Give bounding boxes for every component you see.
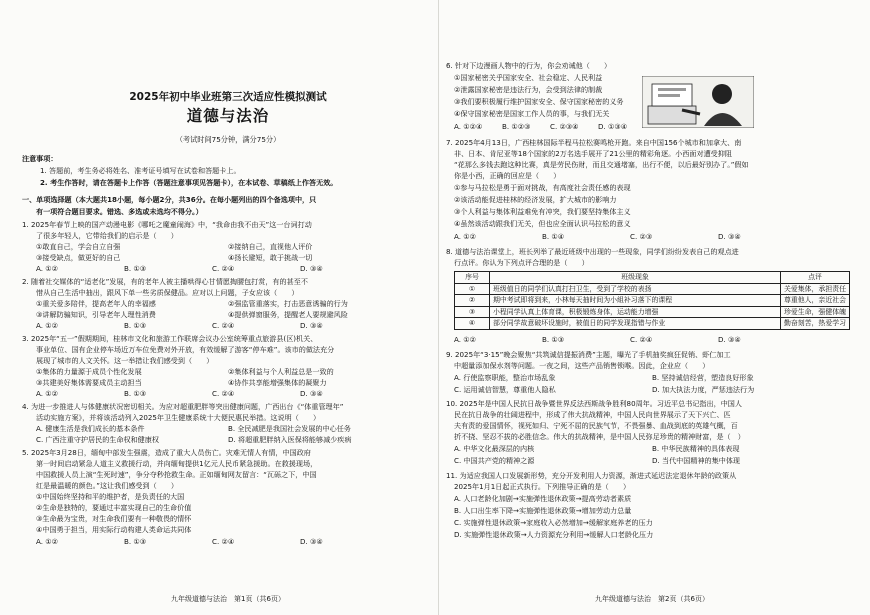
q3-stmt-1: ①集体的力量源于成员个性化发展 xyxy=(36,367,142,376)
q9-option-d[interactable]: D. 加大执法力度，严惩违法行为 xyxy=(652,385,755,394)
q10-stem-4: 折不挠、坚忍不拔的必胜信念。伟大的抗战精神，是中国人民弥足珍贵的精神财富，是（ ） xyxy=(454,432,745,441)
q7-option-d[interactable]: D. ③④ xyxy=(718,232,741,241)
q4-option-b[interactable]: B. 全民减肥是我国社会发展的中心任务 xyxy=(228,424,351,433)
footer-right: 九年级道德与法治 第2页（共6页） xyxy=(595,595,709,603)
q8-stem-2: 行点评。你认为下列点评合理的是（ ） xyxy=(454,258,589,267)
q5-stmt-4: ④中国勇于担当，用实际行动构建人类命运共同体 xyxy=(36,525,192,534)
q2-stmt-1: ①重关爱多陪伴，提高老年人的幸福感 xyxy=(36,299,156,308)
q10-stem-1: 10. 2025年是中国人民抗日战争暨世界反法西斯战争胜利80周年。习近平总书记指出，中国人 xyxy=(446,399,742,408)
q2-options xyxy=(36,320,388,331)
q3-option-d[interactable]: D. ③④ xyxy=(300,389,323,398)
table-row xyxy=(455,283,850,295)
q11-stem-2: 2025年1月1日起正式执行。下列推导正确的是（ ） xyxy=(454,482,631,491)
q7-stmt-3: ③个人利益与集体利益难免有冲突，我们要坚持集体主义 xyxy=(454,207,631,216)
q10-stem-2: 民在抗日战争的壮阔进程中，形成了伟大抗战精神，中国人民向世界展示了天下兴亡、匹 xyxy=(454,410,731,419)
q6-stmt-4: ④保守国家秘密是国家工作人员的事，与我们无关 xyxy=(454,109,610,118)
q7-stmt-2: ②该活动能促进桂林的经济发展，扩大城市的影响力 xyxy=(454,195,617,204)
screen-text-line-icon xyxy=(658,88,686,91)
note-1: 1. 答题前，考生务必将姓名、准考证号填写在试卷和答题卡上。 xyxy=(40,166,241,175)
table-row xyxy=(455,318,850,330)
q8-table xyxy=(454,271,850,330)
q7-option-a[interactable]: A. ①② xyxy=(454,232,476,241)
q8-option-d[interactable]: D. ③④ xyxy=(718,335,741,344)
q8-stem-1: 8. 道德与法治课堂上，班长列举了最近班级中出现的一些现象，同学们纷纷发表自己的观点进 xyxy=(446,247,739,256)
q8-row2-text: 期中考试即将到来，小林每天抽时间为小組补习落下的课程 xyxy=(490,295,781,307)
q9-option-a[interactable]: A. 行使监察职能，整治市场乱象 xyxy=(454,373,556,382)
table-row xyxy=(455,306,850,318)
q7-stmt-4: ④虽然该活动跟我们无关，但也应全面认识马拉松的意义 xyxy=(454,219,631,228)
q10-option-c[interactable]: C. 中国共产党的精神之源 xyxy=(454,456,535,465)
q1-stmt-4: ④扬长避短，敢于挑战一切 xyxy=(228,253,313,262)
q7-stem-4: 你是小西，正确的回应是（ ） xyxy=(454,171,561,180)
q3-stmt-4: ④协作共享能增强集体的凝聚力 xyxy=(228,378,327,387)
q8-row4-comment: 勤奋刻苦，热爱学习 xyxy=(780,318,849,330)
time-note: （考试时间75分钟，满分75分） xyxy=(175,135,281,144)
q8-option-b[interactable]: B. ①③ xyxy=(542,335,565,344)
q5-stmt-2: ②生命是独特的，要通过丰富实现自己的生命价值 xyxy=(36,503,192,512)
q6-stmt-3: ③我们要积极履行维护国家安全、保守国家秘密的义务 xyxy=(454,97,624,106)
q10-option-b[interactable]: B. 中华民族精神的具体表现 xyxy=(652,444,740,453)
page-divider xyxy=(438,0,439,615)
q7-stmt-1: ①参与马拉松是勇于面对挑战，有高度社会责任感的表现 xyxy=(454,183,631,192)
q1-option-d[interactable]: D. ③④ xyxy=(300,264,323,273)
q10-option-a[interactable]: A. 中华文化最深层的内核 xyxy=(454,444,535,453)
q8-row4-text: 部分同学故意破坏设施时，被值日的同学发现指错与作业 xyxy=(490,318,781,330)
q4-stem-2: 活动实施方案》，并将该活动列入2025年卫生健康系统十大便民惠民举措。这说明（ ） xyxy=(36,413,321,422)
q6-option-b[interactable]: B. ①②③ xyxy=(502,122,531,131)
q6-options xyxy=(454,121,646,132)
q5-option-d[interactable]: D. ③④ xyxy=(300,537,323,546)
q5-options xyxy=(36,536,388,547)
q8-row1-text: 班级值日的同学们认真打扫卫生，受到了学校的表扬 xyxy=(490,283,781,295)
q11-stem-1: 11. 为适应我国人口发展新形势，充分开发利用人力资源，渐进式延迟法定退休年龄的政策从 xyxy=(446,471,737,480)
cartoon-illustration xyxy=(642,76,754,128)
q7-option-c[interactable]: C. ②③ xyxy=(630,232,653,241)
q1-stmt-2: ②接纳自己，直视他人评价 xyxy=(228,242,313,251)
q8-option-c[interactable]: C. ②④ xyxy=(630,335,653,344)
q4-option-a[interactable]: A. 健康生活是我们成长的基本条件 xyxy=(36,424,145,433)
q6-option-c[interactable]: C. ②③④ xyxy=(550,122,579,131)
q4-stem-1: 4. 为进一步推进人与体健康状况密切相关。为应对超重肥胖等突出健康问题，广西出台《“体重管理年” xyxy=(22,402,344,411)
q5-option-a[interactable]: A. ①② xyxy=(36,537,58,546)
person-head-icon xyxy=(712,84,732,104)
q8-row3-comment: 珍爱生命，强健体魄 xyxy=(780,306,849,318)
q1-stmt-3: ③接受缺点，做更好的自己 xyxy=(36,253,121,262)
footer-left: 九年级道德与法治 第1页（共6页） xyxy=(171,595,285,603)
q3-stmt-2: ②集体利益与个人利益总是一致的 xyxy=(228,367,334,376)
notes-title: 注意事项： xyxy=(22,154,58,163)
q8-option-a[interactable]: A. ①② xyxy=(454,335,476,344)
q5-stmt-1: ①中国始终坚持和平的维护者，是负责任的大国 xyxy=(36,492,185,501)
q6-option-a[interactable]: A. ①②④ xyxy=(454,122,483,131)
q5-option-c[interactable]: C. ②④ xyxy=(212,537,235,546)
left-page xyxy=(22,0,434,615)
table-row xyxy=(455,295,850,307)
q2-stem-1: 2. 随着社交媒体的“适老化”发展，有的老年人被主播哄得心甘情愿掏腰包打赏，有的甚至不 xyxy=(22,277,308,286)
q1-option-b[interactable]: B. ①③ xyxy=(124,264,147,273)
q8-row2-comment: 尊重他人，亲近社会 xyxy=(780,295,849,307)
screen-text-line-icon xyxy=(658,94,680,97)
q8-row3-text: 小程同学认真上体育课，积极锻炼身体，运动能力增强 xyxy=(490,306,781,318)
q7-stem-3: “花那么多钱去跑这种比赛，真是劳民伤财，而且交通堵塞，出行不便，以后最好别办了。”假如 xyxy=(454,160,749,169)
q7-stem-2: 非、日本、肯尼亚等18个国家的2万名选手展开了21公里的精彩角逐。小西面对遭受抑阻 xyxy=(454,149,732,158)
q1-option-c[interactable]: C. ②④ xyxy=(212,264,235,273)
q5-option-b[interactable]: B. ①③ xyxy=(124,537,147,546)
q10-stem-3: 夫有责的爱国情怀，视死如归、宁死不屈的民族气节，不畏强暴、血战到底的英雄气概，百 xyxy=(454,421,738,430)
q3-stem-2: 事业单位、国有企业停车场近万车位免费对外开放，有效缓解了游客“停车难”。该市的做法充分 xyxy=(36,345,335,354)
q1-stem-1: 1. 2025年春节上映的国产动漫电影《哪吒之魔童闹海》中，“我命由我不由天”这一台词打动 xyxy=(22,220,312,229)
q3-option-b[interactable]: B. ①③ xyxy=(124,389,147,398)
q1-options xyxy=(36,263,388,274)
q5-stmt-3: ③生命最为宝贵，对生命我们要有一种敬畏的情怀 xyxy=(36,514,192,523)
q3-options xyxy=(36,388,388,399)
q3-stem-3: 展现了城市的人文关怀。这一举措让我们感受到（ ） xyxy=(36,356,214,365)
q11-option-b[interactable]: B. 人口出生率下降→实施弹性退休政策→增加劳动力总量 xyxy=(454,506,632,515)
q5-stem-1: 5. 2025年3月28日，缅甸中部发生强震，造成了重大人员伤亡。灾难无情人有情，中国政府 xyxy=(22,448,311,457)
q2-option-d[interactable]: D. ③④ xyxy=(300,321,323,330)
q6-stmt-1: ①国家秘密关乎国家安全、社会稳定、人民利益 xyxy=(454,73,603,82)
q2-option-a[interactable]: A. ①② xyxy=(36,321,58,330)
q8-row4-no: ④ xyxy=(455,318,490,330)
q1-option-a[interactable]: A. ①② xyxy=(36,264,58,273)
q2-option-c[interactable]: C. ②④ xyxy=(212,321,235,330)
q3-stem-1: 3. 2025年“五一”假期期间，桂林市文化和旅游工作联席会议办公室统筹重点旅游县(区)机关、 xyxy=(22,334,318,343)
q8-table-header-row xyxy=(455,272,850,284)
right-page xyxy=(446,0,856,615)
q1-stmt-1: ①敢直自己，学会自立自强 xyxy=(36,242,121,251)
q8-header-phenomenon: 班级现象 xyxy=(490,272,781,284)
q2-stmt-3: ③讲解防骗知识，引导老年人理性消费 xyxy=(36,310,156,319)
q8-header-no: 序号 xyxy=(455,272,490,284)
q7-options xyxy=(454,231,806,242)
q11-option-c[interactable]: C. 实施弹性退休政策→家庭收入必然增加→缓解家庭养老的压力 xyxy=(454,518,653,527)
q3-option-c[interactable]: C. ②④ xyxy=(212,389,235,398)
q6-stem: 6. 针对下边漫画人物中的行为，你会劝诫他（ ） xyxy=(446,61,612,70)
q6-option-d[interactable]: D. ①③④ xyxy=(598,122,628,131)
q2-option-b[interactable]: B. ①③ xyxy=(124,321,147,330)
q5-stem-4: 红是最温暖的颜色。”这让我们感受到（ ） xyxy=(36,481,178,490)
q11-option-d[interactable]: D. 实施弹性退休政策→人力资源充分利用→缓解人口老龄化压力 xyxy=(454,530,654,539)
q9-option-b[interactable]: B. 坚持诚信经营，塑造良好形象 xyxy=(652,373,754,382)
q8-options xyxy=(454,334,806,345)
q1-stem-2: 了很多年轻人，它带给我们的启示是（ ） xyxy=(36,231,178,240)
q5-stem-3: 中国救援人员上演“生死时速”，争分夺秒抢救生命。正如缅甸网友留言：“瓦砾之下，中国 xyxy=(36,470,317,479)
q7-stem-1: 7. 2025年4月13日，广西桂林国际半程马拉松赛鸣枪开跑。来自中国156个城市和加拿大、南 xyxy=(446,138,742,147)
exam-title: 2025年初中毕业班第三次适应性模拟测试 xyxy=(129,91,327,103)
q9-stem-1: 9. 2025年“3·15”晚会聚焦“共筑诚信提振消费”主题，曝光了手机抽奖疯狂促销、虾仁加工 xyxy=(446,350,731,359)
q3-stmt-3: ③共建美好集体需要成员主动担当 xyxy=(36,378,142,387)
q5-stem-2: 第一时间启动紧急人道主义救援行动，并向缅甸提供1亿元人民币紧急援助。在救援现场， xyxy=(36,459,318,468)
q2-stmt-4: ④提供弹窗服务，提醒老人要规避风险 xyxy=(228,310,348,319)
q2-stmt-2: ②强监管重落实，打击恶意诱骗的行为 xyxy=(228,299,348,308)
q3-option-a[interactable]: A. ①② xyxy=(36,389,58,398)
q8-row2-no: ② xyxy=(455,295,490,307)
q9-stem-2: 中超量添加保水剂等问题。一夜之间，这些产品销售锁喉。因此，企业应（ ） xyxy=(454,361,710,370)
q8-row3-no: ③ xyxy=(455,306,490,318)
subject-title: 道德与法治 xyxy=(186,107,270,125)
q4-option-c[interactable]: C. 广西注重守护居民的生命权和健康权 xyxy=(36,435,159,444)
q8-header-comment: 点评 xyxy=(780,272,849,284)
q8-row1-comment: 关爱集体，承担责任 xyxy=(780,283,849,295)
laptop-icon xyxy=(648,106,696,124)
note-2: 2. 考生作答时，请在答题卡上作答（答题注意事项见答题卡），在本试卷、草稿纸上作答无效。 xyxy=(40,178,338,187)
q7-option-b[interactable]: B. ①④ xyxy=(542,232,565,241)
section1-line2: 有一项符合题目要求。错选、多选或未选均不得分。） xyxy=(36,207,203,216)
q2-stem-2: 惜从自己生活中抽出，跟风下单一些劣质保健品。应对以上问题，子女应该（ ） xyxy=(36,288,299,297)
q6-stmt-2: ②泄露国家秘密是违法行为，会受到法律的制裁 xyxy=(454,85,603,94)
q8-row1-no: ① xyxy=(455,283,490,295)
q10-option-d[interactable]: D. 当代中国精神的集中体现 xyxy=(652,456,741,465)
q4-option-d[interactable]: D. 将超重肥胖纳入医保将能够减少疾病 xyxy=(228,435,352,444)
q11-option-a[interactable]: A. 人口老龄化加剧→实施弹性退休政策→提高劳动者素质 xyxy=(454,494,632,503)
section1-line1: 一、单项选择题（本大题共18小题，每小题2分，共36分。在每小题列出的四个备选项中，只 xyxy=(22,195,317,204)
q9-option-c[interactable]: C. 运用诚信智慧，尊重他人隐私 xyxy=(454,385,556,394)
